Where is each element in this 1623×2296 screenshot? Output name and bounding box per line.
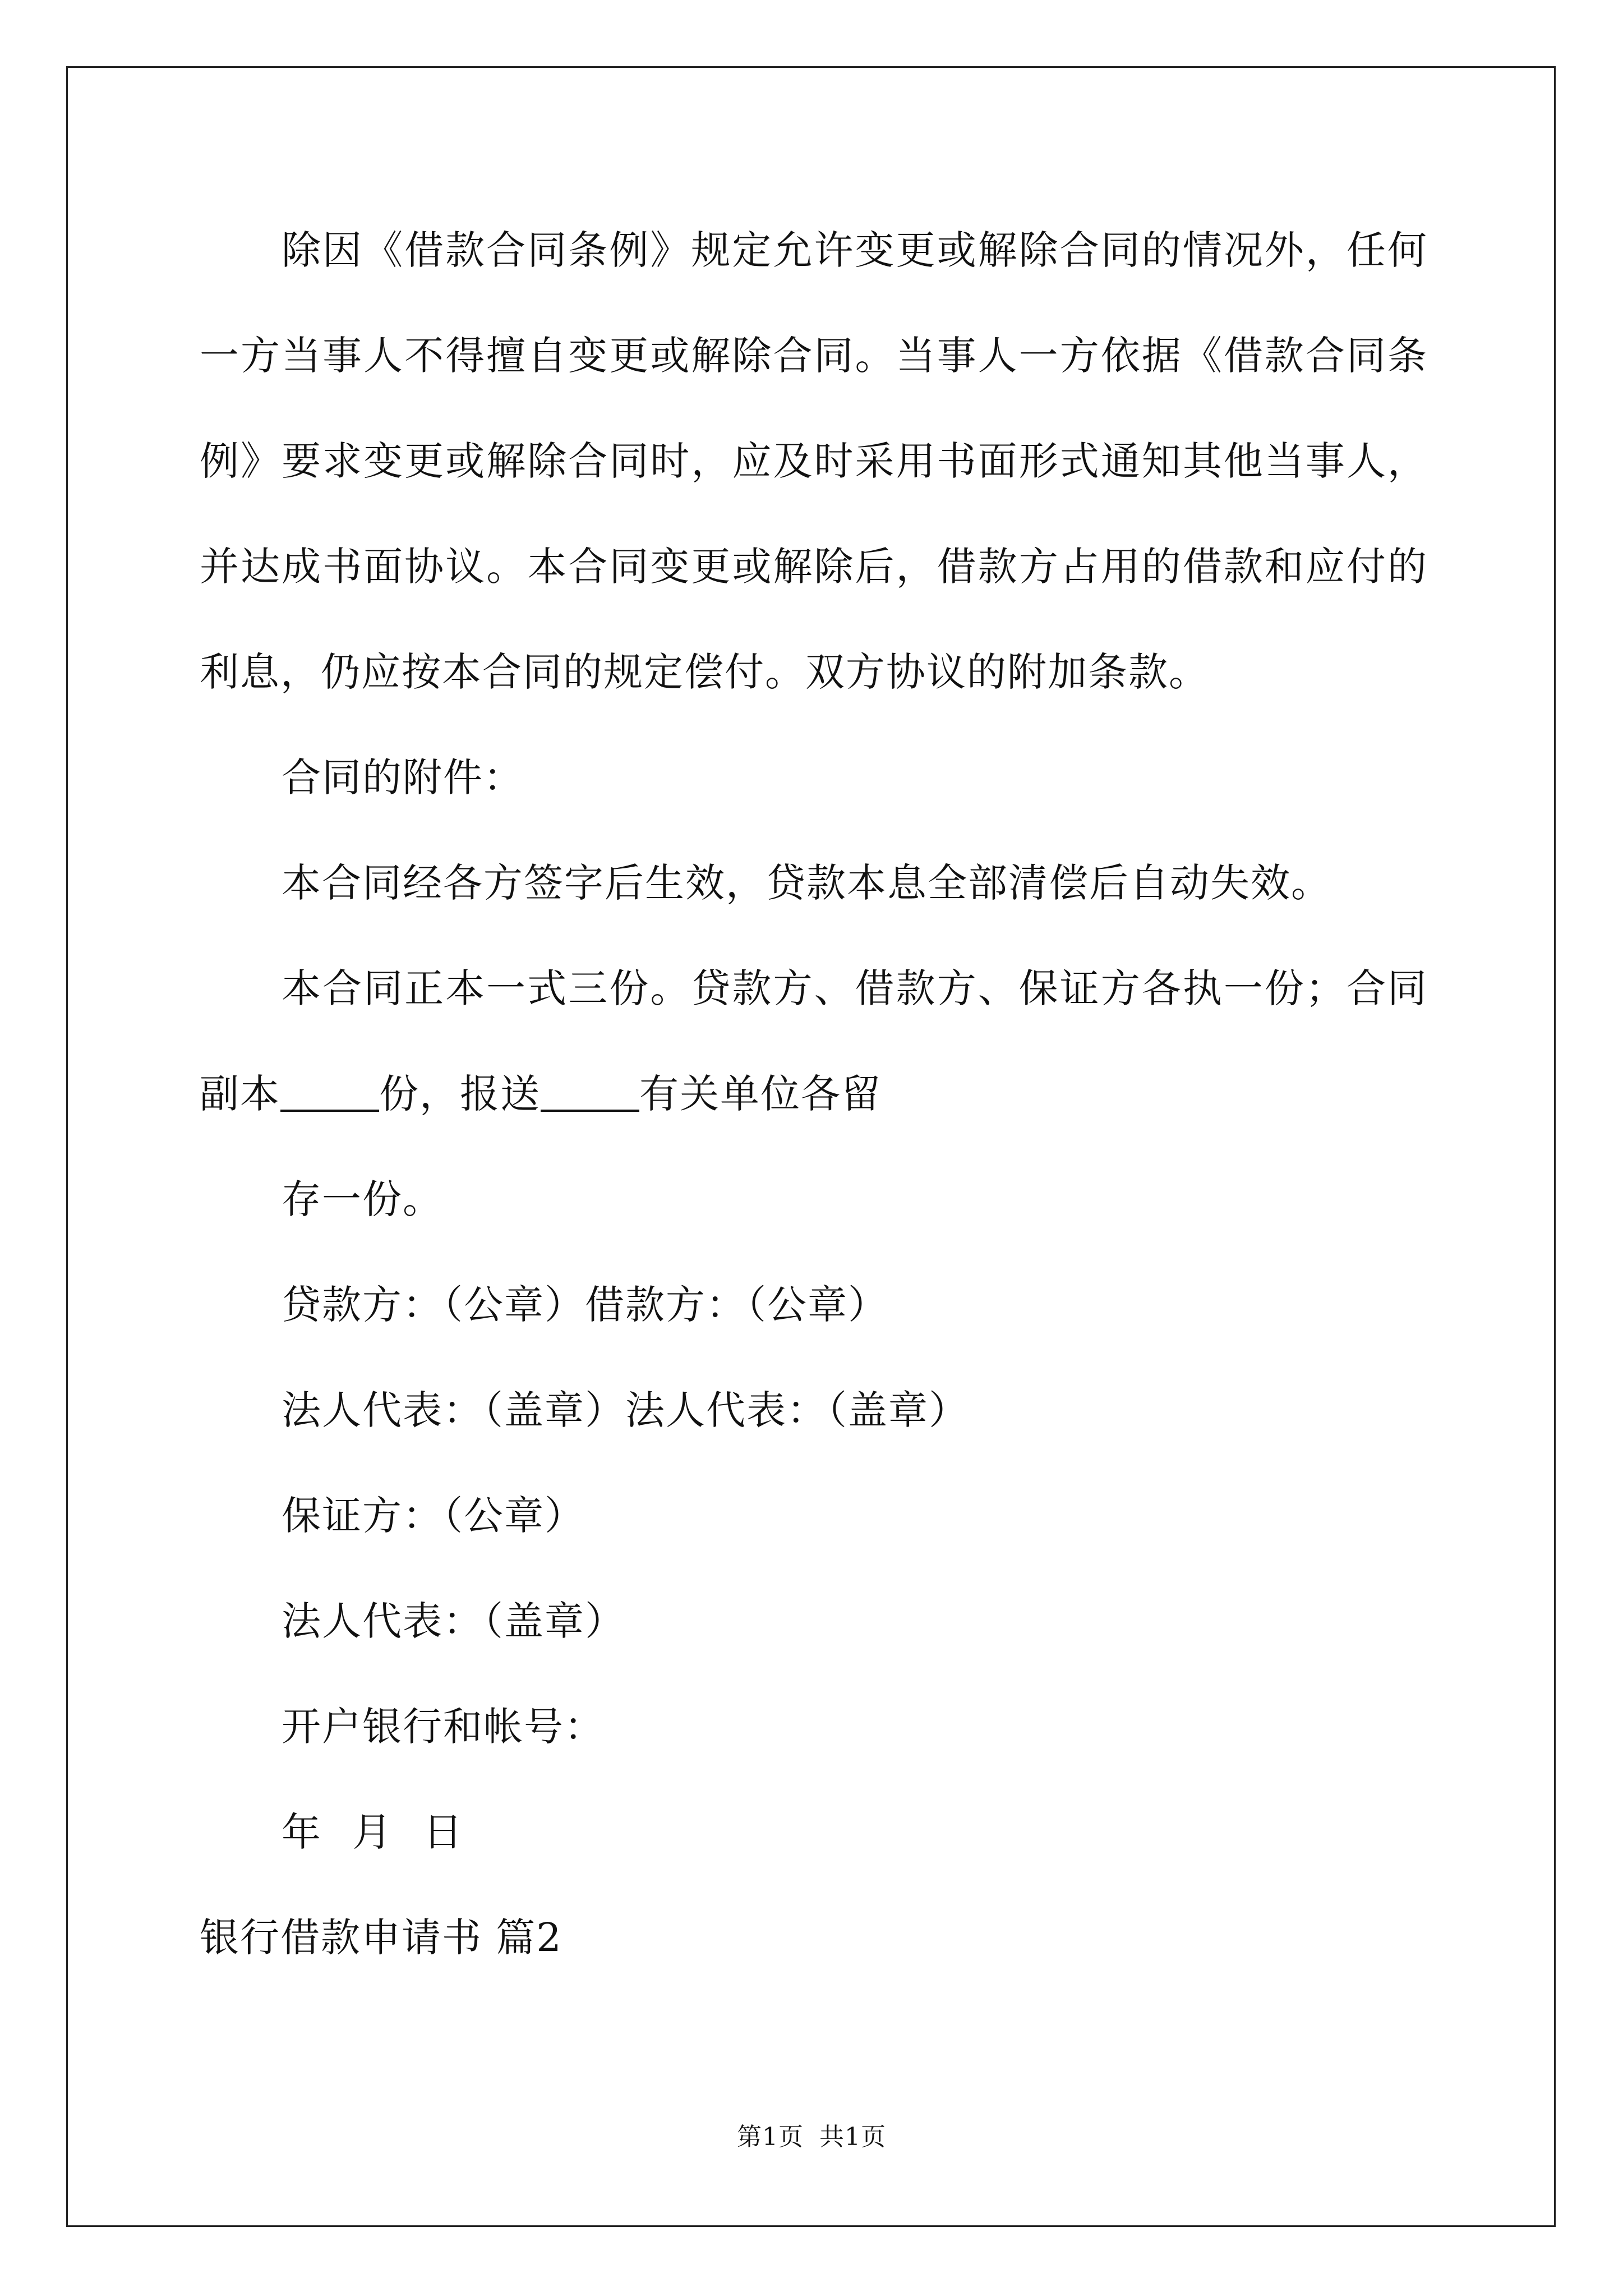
- page-footer: [0, 2123, 1623, 2152]
- copies-line-2-part-a: 副本: [200, 1071, 280, 1117]
- page-number: 第1页: [737, 2123, 804, 2151]
- recipient-blank: [541, 1070, 639, 1112]
- total-pages: 共1页: [819, 2123, 886, 2151]
- bank-account-line: 开户银行和帐号：: [282, 1704, 605, 1750]
- paragraph-1-line-4: 并达成书面协议。本合同变更或解除后，借款方占用的借款和应付的: [200, 544, 1428, 590]
- copies-line-2-part-c: 有关单位各留: [639, 1071, 882, 1117]
- paragraph-1-line-1: 除因《借款合同条例》规定允许变更或解除合同的情况外，任何: [282, 227, 1428, 273]
- legal-rep-signature-line-2: 法人代表：（盖章）: [282, 1598, 625, 1644]
- effective-line: 本合同经各方签字后生效，贷款本息全部清偿后自动失效。: [282, 860, 1331, 906]
- copies-line-2-part-b: 份，报送: [379, 1071, 541, 1117]
- copies-line-3: 存一份。: [282, 1176, 443, 1222]
- paragraph-1-line-2: 一方当事人不得擅自变更或解除合同。当事人一方依据《借款合同条: [200, 333, 1428, 379]
- paragraph-1-line-5: 利息，仍应按本合同的规定偿付。双方协议的附加条款。: [200, 649, 1209, 695]
- page-border: [66, 66, 1556, 2227]
- attachments-line: 合同的附件：: [282, 754, 524, 800]
- copies-line-2: [200, 1070, 882, 1117]
- copies-line-1: 本合同正本一式三份。贷款方、借款方、保证方各执一份；合同: [282, 965, 1428, 1011]
- copies-count-blank: [280, 1070, 379, 1112]
- guarantor-signature-line: 保证方：（公章）: [282, 1493, 585, 1539]
- legal-rep-signature-line-1: 法人代表：（盖章）法人代表：（盖章）: [282, 1387, 969, 1433]
- lender-signature-line: 贷款方：（公章）借款方：（公章）: [282, 1282, 888, 1328]
- date-line: 年 月 日: [282, 1809, 464, 1855]
- paragraph-1-line-3: 例》要求变更或解除合同时，应及时采用书面形式通知其他当事人，: [200, 438, 1428, 484]
- next-section-title: 银行借款申请书 篇2: [200, 1915, 562, 1961]
